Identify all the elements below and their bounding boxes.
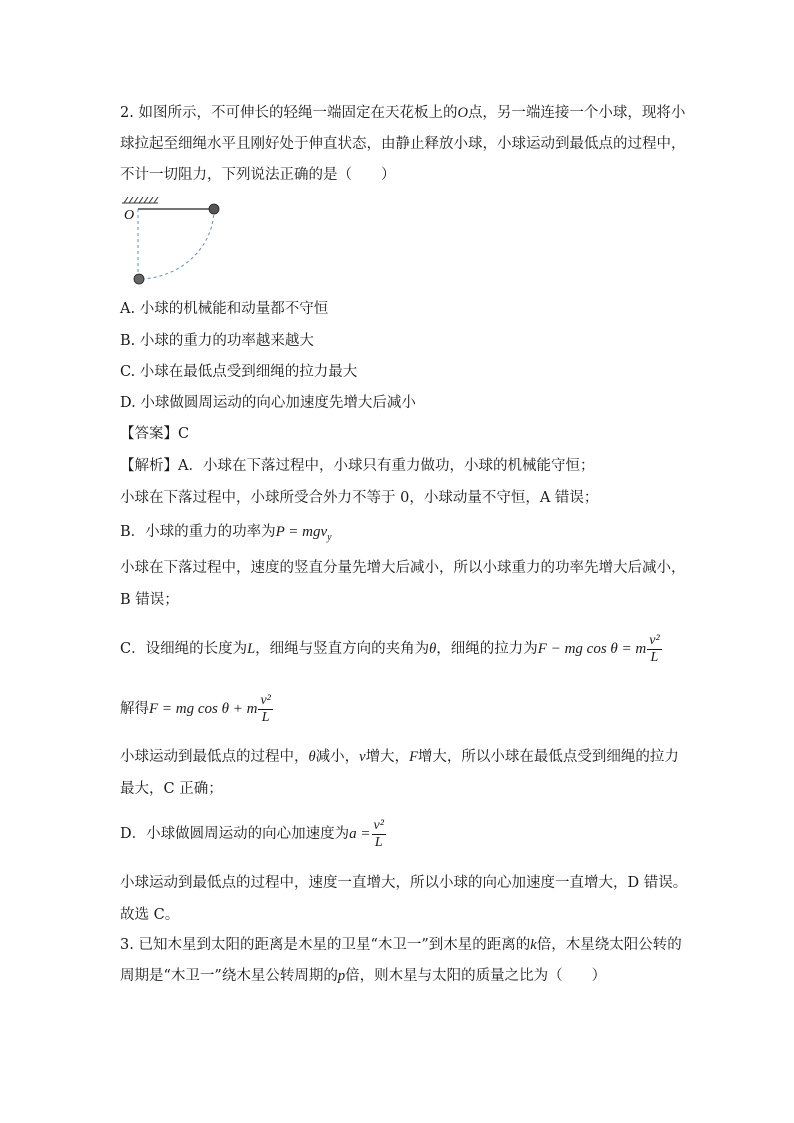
- option-b: B. 小球的重力的功率越来越大: [120, 333, 314, 349]
- analysis-text: C．设细绳的长度为: [120, 641, 248, 657]
- analysis-b-line-3: B 错误；: [120, 592, 179, 608]
- q3-line-1: [120, 935, 682, 955]
- ball-top: [209, 204, 219, 214]
- answer-label: 【答案】: [120, 426, 178, 442]
- formula-subscript: y: [327, 532, 332, 543]
- option-c: C. 小球在最低点受到细绳的拉力最大: [120, 364, 358, 380]
- answer-line: [120, 424, 189, 444]
- ceiling-hatch: [122, 197, 158, 203]
- fraction-numerator: v²: [373, 817, 384, 833]
- analysis-c-line-2: [120, 690, 274, 728]
- fraction-numerator: v²: [260, 692, 271, 708]
- analysis-text: ，细绳的拉力为: [436, 641, 538, 657]
- analysis-text: D．小球做圆周运动的向心加速度为: [120, 826, 350, 842]
- var-k: k: [530, 937, 537, 953]
- analysis-label: 【解析】: [120, 458, 178, 474]
- fraction-numerator: v²: [649, 632, 660, 648]
- q2-text: 点，另一端连接一个小球，现将小: [467, 105, 686, 121]
- pendulum-figure: [118, 197, 228, 287]
- fraction-denominator: L: [374, 834, 383, 850]
- analysis-a-line-2: 小球在下落过程中，小球所受合外力不等于 0，小球动量不守恒，A 错误；: [120, 490, 599, 506]
- swing-arc: [138, 209, 214, 279]
- fraction-v2-over-l: [647, 633, 661, 666]
- var-v: v: [359, 749, 366, 765]
- analysis-c-line-3: [120, 747, 679, 767]
- point-o-label: O: [457, 105, 468, 121]
- solved-formula: F = mg cos θ + m: [149, 701, 258, 717]
- q3-text: 3. 已知木星到太阳的距离是木星的卫星“木卫一”到木星的距离的: [120, 937, 531, 953]
- analysis-d-line-2: 小球运动到最低点的过程中，速度一直增大，所以小球的向心加速度一直增大，D 错误。: [120, 875, 688, 891]
- power-formula: [275, 524, 332, 543]
- acceleration-formula: a =: [349, 826, 371, 842]
- q2-line-3: 不计一切阻力，下列说法正确的是（ ）: [120, 167, 396, 183]
- q2-text: 2. 如图所示，不可伸长的轻绳一端固定在天花板上的: [120, 105, 458, 121]
- var-theta: θ: [308, 749, 316, 765]
- q3-line-2: [120, 966, 606, 986]
- ball-bottom: [134, 274, 144, 284]
- fraction-denominator: L: [650, 649, 659, 665]
- option-a: A. 小球的机械能和动量都不守恒: [120, 301, 329, 317]
- q3-text: 倍，木星绕太阳公转的: [536, 937, 682, 953]
- analysis-b-line-2: 小球在下落过程中，速度的竖直分量先增大后减小，所以小球重力的功率先增大后减小，: [120, 560, 686, 576]
- answer-value: C: [178, 426, 190, 442]
- analysis-text: A．小球在下落过程中，小球只有重力做功，小球的机械能守恒；: [178, 458, 595, 474]
- analysis-text: 小球运动到最低点的过程中，: [120, 749, 309, 765]
- analysis-d-line-1: [120, 815, 387, 853]
- fraction-denominator: L: [261, 709, 270, 725]
- analysis-text: B．小球的重力的功率为: [120, 524, 276, 540]
- tension-formula: F − mg cos θ = m: [537, 641, 647, 657]
- fraction-v2-over-l: [258, 693, 272, 726]
- q2-line-2: 球拉起至细绳水平且刚好处于伸直状态，由静止释放小球，小球运动到最低点的过程中，: [120, 136, 686, 152]
- analysis-text: ，细绳与竖直方向的夹角为: [255, 641, 430, 657]
- analysis-d-line-3: 故选 C。: [120, 907, 180, 923]
- option-d: D. 小球做圆周运动的向心加速度先增大后减小: [120, 395, 416, 411]
- var-theta: θ: [429, 641, 437, 657]
- var-p: p: [337, 968, 346, 984]
- fraction-v2-over-l: [372, 818, 386, 851]
- figure-label-o: O: [124, 208, 135, 223]
- analysis-text: 减小，: [315, 749, 360, 765]
- q3-text: 周期是“木卫一”绕木星公转周期的: [120, 968, 338, 984]
- analysis-a-line-1: [120, 456, 594, 476]
- analysis-c-line-4: 最大，C 正确；: [120, 781, 223, 797]
- q2-line-1: [120, 103, 685, 123]
- var-l: L: [247, 641, 256, 657]
- analysis-b-line-1: [120, 522, 332, 548]
- formula-text: P = mgv: [275, 524, 328, 540]
- analysis-c-line-1: [120, 630, 663, 668]
- analysis-text: 增大，: [365, 749, 410, 765]
- analysis-text: 增大，所以小球在最低点受到细绳的拉力: [417, 749, 679, 765]
- analysis-text: 解得: [120, 701, 149, 717]
- q3-text: 倍，则木星与太阳的质量之比为（ ）: [345, 968, 607, 984]
- var-f: F: [409, 749, 418, 765]
